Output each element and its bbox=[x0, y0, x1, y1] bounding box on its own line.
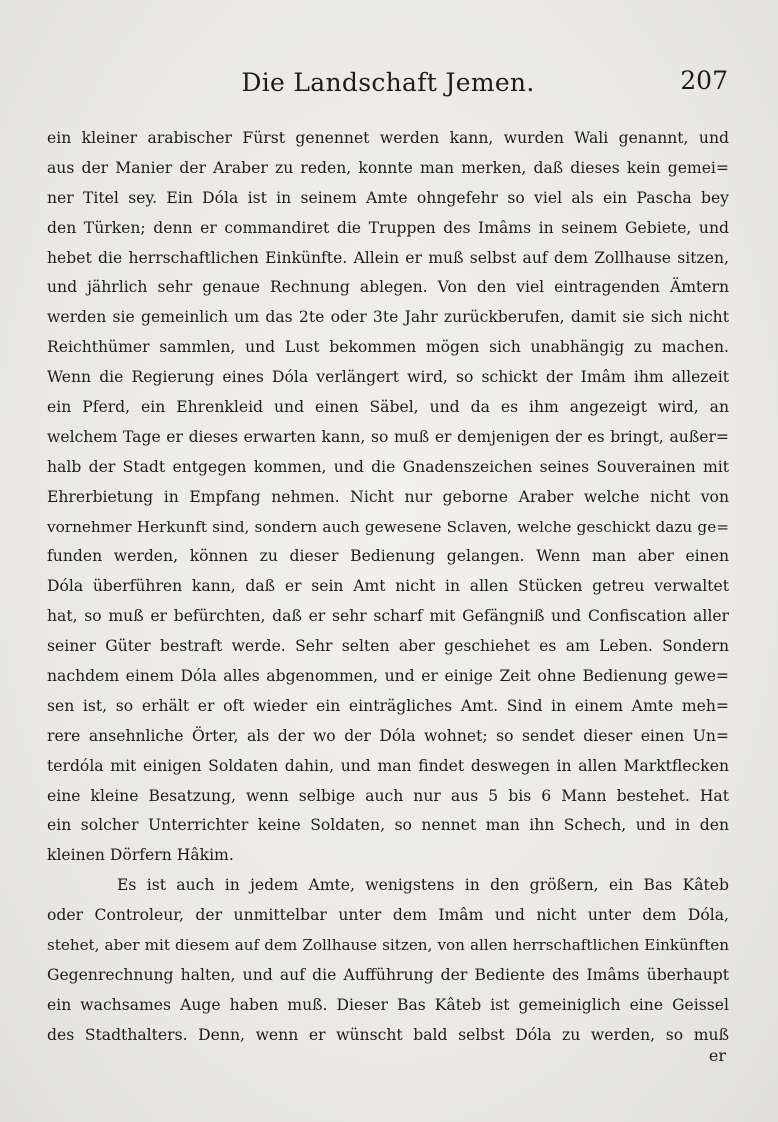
text-line: ner Titel sey. Ein Dóla ist in seinem Amte ohngefehr so viel als ein Pascha bey bbox=[47, 188, 729, 207]
text-line: Dóla überführen kann, daß er sein Amt nicht in allen Stücken getreu verwaltet bbox=[47, 577, 729, 596]
text-line: und jährlich sehr genaue Rechnung ablegen. Von den viel eintragenden Ämtern bbox=[47, 278, 729, 297]
text-line: sen ist, so erhält er oft wieder ein einträgliches Amt. Sind in einem Amte meh= bbox=[47, 696, 729, 715]
text-line: aus der Manier der Araber zu reden, konnte man merken, daß dieses kein gemei= bbox=[47, 158, 729, 177]
body-text bbox=[47, 124, 729, 1051]
catchword: er bbox=[708, 1046, 726, 1065]
text-line: ein kleiner arabischer Fürst genennet werden kann, wurden Wali genannt, und bbox=[47, 129, 729, 147]
text-line: rere ansehnliche Örter, als der wo der Dóla wohnet; so sendet dieser einen Un= bbox=[47, 726, 729, 745]
text-line: kleinen Dörfern Hâkim. bbox=[47, 846, 234, 865]
text-line: vornehmer Herkunft sind, sondern auch gewesene Sclaven, welche geschickt dazu ge= bbox=[47, 517, 729, 536]
text-line: werden sie gemeinlich um das 2te oder 3te Jahr zurückberufen, damit sie sich nicht bbox=[47, 308, 729, 327]
text-line: Es ist auch in jedem Amte, wenigstens in den größern, ein Bas Kâteb bbox=[117, 876, 729, 895]
text-line: welchem Tage er dieses erwarten kann, so muß er demjenigen der es bringt, außer= bbox=[47, 427, 729, 446]
text-line: eine kleine Besatzung, wenn selbige auch nur aus 5 bis 6 Mann bestehet. Hat bbox=[47, 786, 729, 805]
text-line: ein Pferd, ein Ehrenkleid und einen Säbel, und da es ihm angezeigt wird, an bbox=[47, 398, 729, 417]
text-line: nachdem einem Dóla alles abgenommen, und er einige Zeit ohne Bedienung gewe= bbox=[47, 667, 729, 686]
text-line: hat, so muß er befürchten, daß er sehr scharf mit Gefängniß und Confiscation aller bbox=[47, 607, 729, 626]
text-line: Wenn die Regierung eines Dóla verlängert wird, so schickt der Imâm ihm allezeit bbox=[47, 368, 729, 387]
text-line: des Stadthalters. Denn, wenn er wünscht bald selbst Dóla zu werden, so muß bbox=[47, 1025, 729, 1044]
text-line: seiner Güter bestraft werde. Sehr selten aber geschiehet es am Leben. Sondern bbox=[47, 637, 729, 656]
text-line: den Türken; denn er commandiret die Truppen des Imâms in seinem Gebiete, und bbox=[47, 218, 729, 237]
text-line: Ehrerbietung in Empfang nehmen. Nicht nur geborne Araber welche nicht von bbox=[47, 487, 729, 506]
text-line: hebet die herrschaftlichen Einkünfte. Allein er muß selbst auf dem Zollhause sitzen, bbox=[47, 248, 729, 267]
text-line: oder Controleur, der unmittelbar unter dem Imâm und nicht unter dem Dóla, bbox=[47, 906, 729, 925]
page-header bbox=[48, 62, 728, 102]
text-line: funden werden, können zu dieser Bedienung gelangen. Wenn man aber einen bbox=[47, 547, 729, 566]
running-title: Die Landschaft Jemen. bbox=[241, 68, 535, 97]
text-line: stehet, aber mit diesem auf dem Zollhause sitzen, von allen herrschaftlichen Einkünften bbox=[47, 936, 729, 955]
text-line: ein wachsames Auge haben muß. Dieser Bas Kâteb ist gemeiniglich eine Geissel bbox=[47, 995, 729, 1014]
page-number: 207 bbox=[680, 66, 728, 95]
text-line: Reichthümer sammlen, und Lust bekommen mögen sich unabhängig zu machen. bbox=[47, 338, 729, 357]
text-line: Gegenrechnung halten, und auf die Aufführung der Bediente des Imâms überhaupt bbox=[47, 965, 729, 984]
text-line: halb der Stadt entgegen kommen, und die Gnadenszeichen seines Souverainen mit bbox=[47, 457, 729, 476]
text-line: terdóla mit einigen Soldaten dahin, und man findet deswegen in allen Marktflecken bbox=[47, 756, 729, 775]
text-line: ein solcher Unterrichter keine Soldaten, so nennet man ihn Schech, und in den bbox=[47, 816, 729, 835]
